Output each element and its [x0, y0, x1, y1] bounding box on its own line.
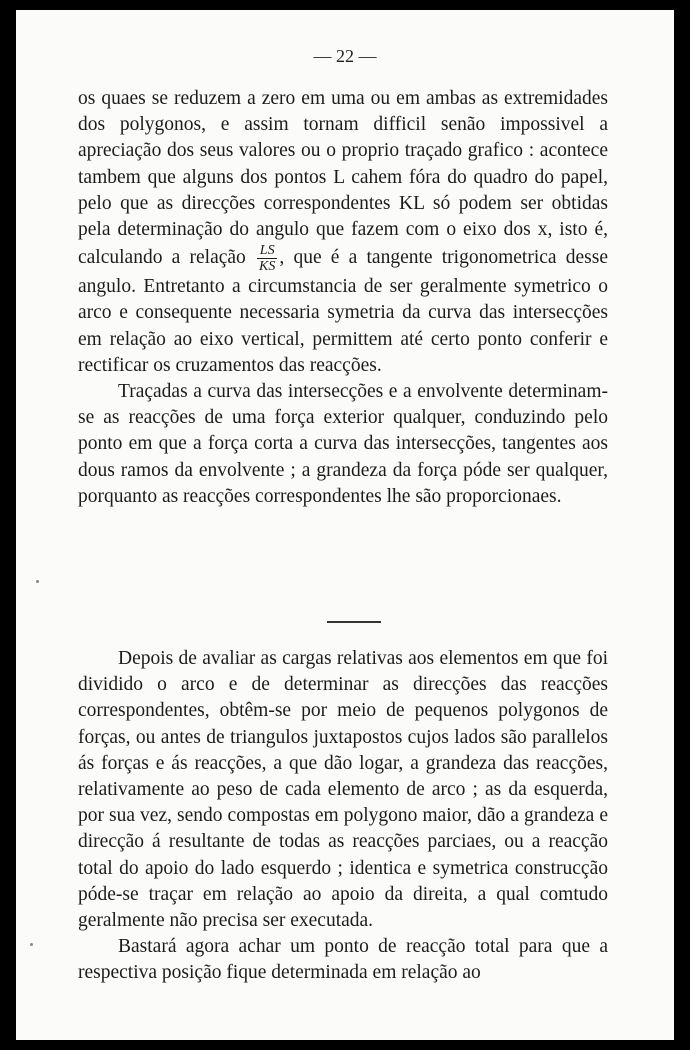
- page-number: — 22 —: [313, 46, 377, 66]
- fraction-denominator: KS: [259, 259, 276, 275]
- text-block-bottom: [78, 646, 608, 987]
- paragraph: Traçadas a curva das intersecções e a envolvente determinam-se as reacções de uma força exterior qualquer, conduzindo pelo ponto em que a força corta a curva das intersecções, tangentes aos dous ramos da envolvente ; a grandeza da força póde ser qualquer, porquanto as reacções correspondentes lhe são proporcionaes.: [78, 381, 608, 507]
- text-block-top: [78, 86, 608, 510]
- paragraph: Depois de avaliar as cargas relativas aos elementos em que foi dividido o arco e de determinar as direcções das reacções correspondentes, obtêm-se por meio de pequenos polygonos de forças, ou antes de triangulos juxtapostos cujos lados são parallelos ás forças e ás reacções, a que dão logar, a grandeza das reacções, relativamente ao peso de cada elemento de arco ; as da esquerda, por sua vez, sendo compostas em polygono maior, dão a grandeza e direcção á resultante de todas as reacções parciaes, ou a reacção total do apoio do lado esquerdo ; identica e symetrica construcção póde-se traçar em relação ao apoio da direita, a qual comtudo geralmente não precisa ser executada.: [78, 648, 608, 932]
- section-separator: [327, 621, 381, 623]
- book-page: [16, 10, 674, 1040]
- paragraph: Bastará agora achar um ponto de reacção total para que a respectiva posição fique determinada em relação ao: [78, 936, 608, 984]
- paragraph-text: , que é a tangente trigonometrica desse angulo. Entretanto a circumstancia de ser geralmente symetrico o arco e consequente necessaria symetria da curva das intersecções em relação ao eixo vertical, permittem até certo ponto conferir e rectificar os cruzamentos das reacções.: [78, 247, 608, 376]
- paragraph: [78, 86, 608, 379]
- fraction-ls-ks: [257, 243, 277, 274]
- speck: [36, 580, 39, 583]
- paragraph-text: os quaes se reduzem a zero em uma ou em ambas as extremidades dos polygonos, e assim tornam difficil senão impossivel a apreciação dos seus valores ou o proprio traçado grafico : acontece tambem que alguns dos pontos L cahem fóra do quadro do papel, pelo que as direcções correspondentes KL só podem ser obtidas pela determinação do angulo que fazem com o eixo dos x, isto é, calculando a relação: [78, 88, 608, 269]
- speck: [30, 943, 33, 946]
- fraction-numerator: LS: [257, 243, 277, 259]
